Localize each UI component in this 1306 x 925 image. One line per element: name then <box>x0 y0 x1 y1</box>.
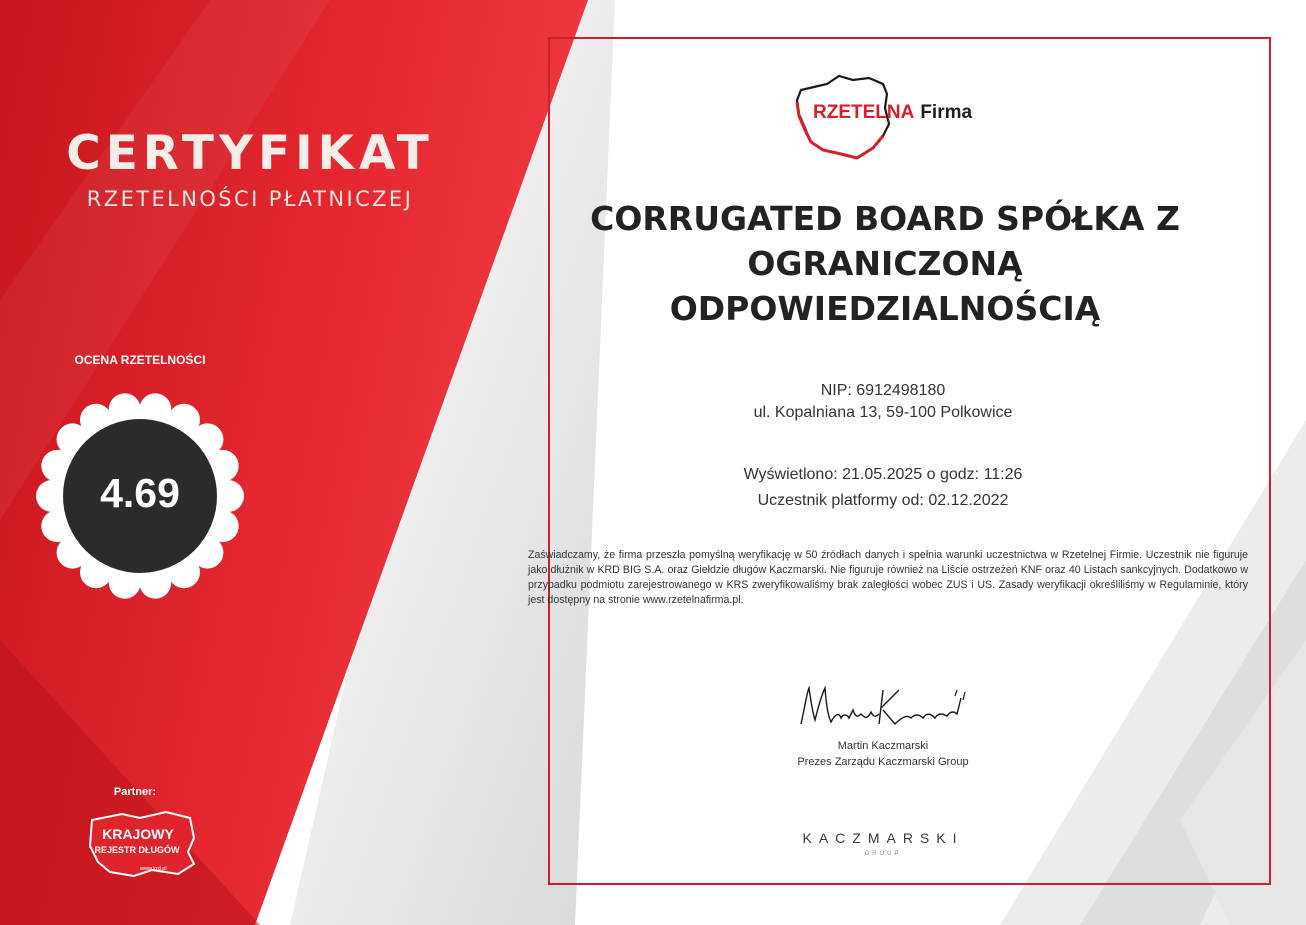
signer-role: Prezes Zarządu Kaczmarski Group <box>797 756 969 768</box>
rating-value: 4.69 <box>100 470 180 516</box>
kaczmarski-logo-subtext: GROUP <box>864 851 902 857</box>
address: ul. Kopalniana 13, 59-100 Polkowice <box>753 404 1013 421</box>
krd-logo-line1: KRAJOWY <box>102 826 174 842</box>
certificate-subtitle: RZETELNOŚCI PŁATNICZEJ <box>86 187 414 211</box>
rating-label: OCENA RZETELNOŚCI <box>74 353 206 367</box>
displayed-timestamp: Wyświetlono: 21.05.2025 o godz: 11:26 <box>743 466 1023 483</box>
krd-logo-line2: REJESTR DŁUGÓW <box>94 845 180 855</box>
kaczmarski-logo-text: KACZMARSKI <box>802 830 964 846</box>
logo-word-firma: Firma <box>920 102 973 123</box>
rzetelna-firma-wordmark <box>813 102 972 124</box>
krd-logo-url: www.krd.pl <box>140 866 167 872</box>
partner-label: Partner: <box>113 786 157 798</box>
certificate-title: CERTYFIKAT <box>66 126 434 181</box>
signature-image <box>795 684 970 730</box>
logo-word-rzetelna: RZETELNA <box>813 102 915 123</box>
company-name: CORRUGATED BOARD SPÓŁKA Z OGRANICZONĄ ODPOWIEDZIALNOŚCIĄ <box>590 199 1180 328</box>
member-since: Uczestnik platformy od: 02.12.2022 <box>757 492 1009 509</box>
nip: NIP: 6912498180 <box>820 382 946 399</box>
left-panel <box>0 0 560 925</box>
verification-statement: Zaświadczamy, że firma przeszła pomyślną weryfikację w 50 źródłach danych i spełnia warunki uczestnictwa w Rzetelnej Firmie. Uczestnik nie figuruje jako dłużnik w KRD BIG S.A. oraz Giełdzie długów Kaczmarski. Nie figuruje również na Liście ostrzeżeń KNF oraz 40 Listach sankcyjnych. Dodatkowo w przypadku podmiotu zarejestrowanego w KRS zweryfikowaliśmy brak zaległości wobec ZUS i US. Zasady weryfikacji określiliśmy w Regulaminie, który jest dostępny na stronie www.rzetelnafirma.pl. <box>528 549 1248 606</box>
signer-name: Martin Kaczmarski <box>837 740 929 752</box>
